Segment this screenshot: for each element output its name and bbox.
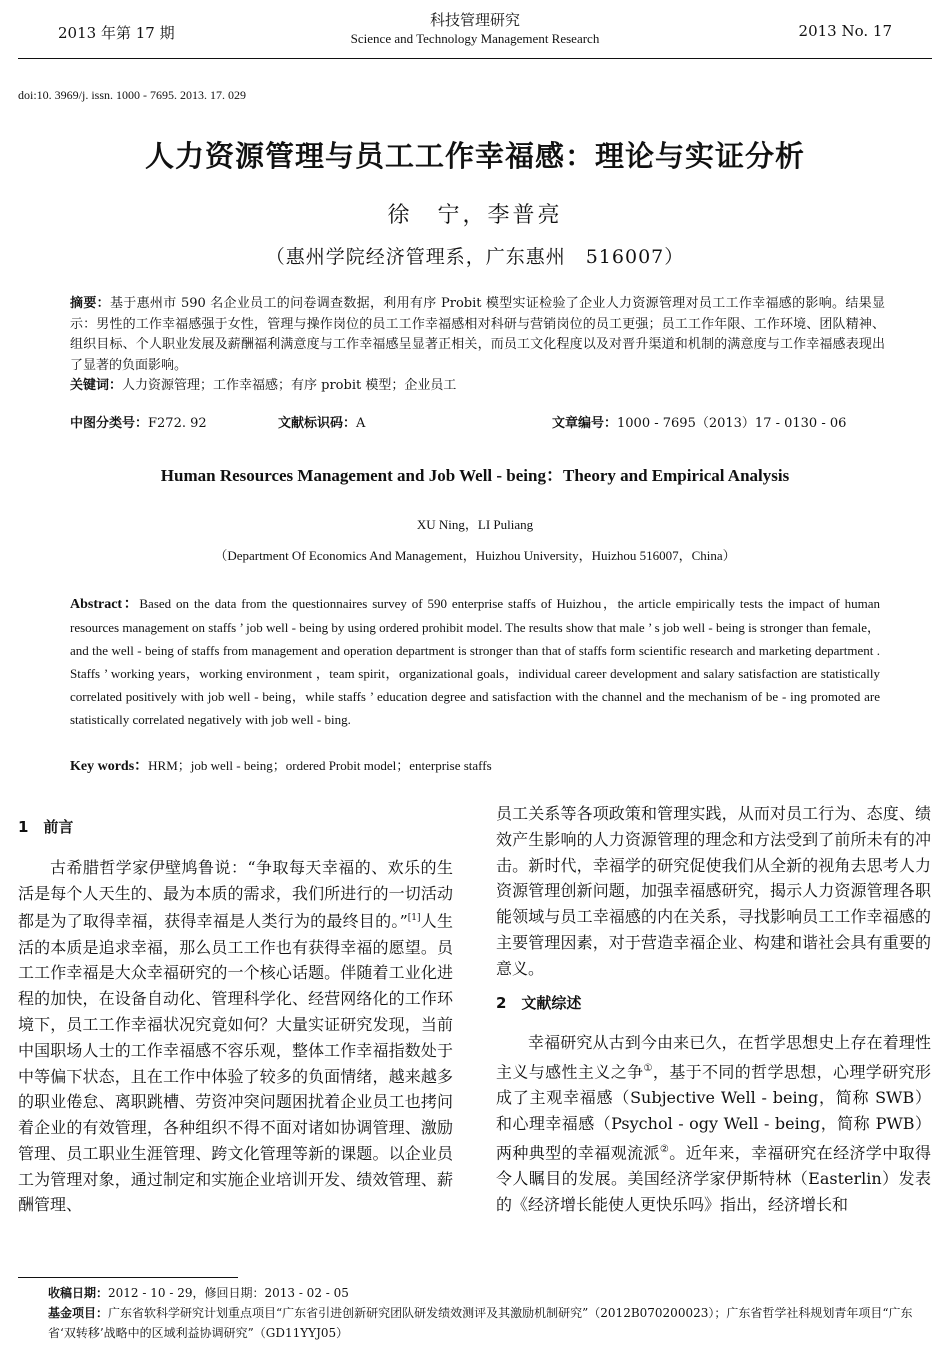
affiliation: （惠州学院经济管理系，广东惠州 516007） <box>265 246 685 268</box>
fund-project <box>48 1303 933 1343</box>
sec1-text-a: 古希腊哲学家伊壁鸠鲁说：“争取每天幸福的、欢乐的生活是每个人天生的、最为本质的需求，我们所进行的一切活动都是为了取得幸福，获得幸福是人类行为的最终目的。” <box>18 857 453 931</box>
sec2-text-c: 。近年来，幸福研究在经济学中取得令人瞩目的发展。美国经济学家伊斯特林（Easterlin）发表的《经济增长能使人更快乐吗》指出，经济增长和 <box>496 1143 931 1214</box>
body-column-right <box>496 801 931 1218</box>
english-authors: XU Ning，LI Puliang <box>416 517 534 532</box>
fund-value: 广东省软科学研究计划重点项目“广东省引进创新研究团队研发绩效测评及其激励机制研究”（2012B070200023）；广东省哲学社科规划青年项目“广东省‘双转移’战略中的区域利益协调研究”（GD11YYJ05） <box>48 1306 913 1340</box>
abstract-en-label: Abstract： <box>70 597 140 612</box>
art-value: 1000 - 7695（2013）17 - 0130 - 06 <box>617 416 847 431</box>
keywords-cn-label: 关键词： <box>70 378 123 393</box>
keywords-cn-text: 人力资源管理；工作幸福感；有序 probit 模型；企业员工 <box>122 378 457 393</box>
fund-label: 基金项目： <box>48 1306 109 1320</box>
english-title: Human Resources Management and Job Well - being：Theory and Empirical Analysis <box>160 466 790 485</box>
footnote-mark-2: ② <box>659 1143 670 1155</box>
keywords-en-label: Key words： <box>70 759 149 774</box>
doc-value: A <box>356 416 366 431</box>
clc-label: 中图分类号： <box>70 416 149 431</box>
doi: doi:10. 3969/j. issn. 1000 - 7695. 2013. 17. 029 <box>18 88 247 102</box>
journal-issue-en: 2013 No. 17 <box>798 22 892 40</box>
header-rule <box>18 58 932 59</box>
abstract-en <box>70 592 880 731</box>
reference-1: [1] <box>407 913 421 924</box>
keywords-en <box>70 755 492 775</box>
footnote-mark-1: ① <box>643 1063 653 1075</box>
body-column-left <box>18 815 453 1218</box>
received-label: 收稿日期： <box>48 1286 109 1300</box>
abstract-cn-label: 摘要： <box>70 296 110 311</box>
clc-number <box>70 412 207 431</box>
article-number <box>552 412 846 431</box>
sec2-text-a: 幸福研究从古到今由来已久，在哲学思想史上存在着理性主义与感性主义之争 <box>496 1033 931 1082</box>
keywords-en-text: HRM；job well - being；ordered Probit model；enterprise staffs <box>148 758 492 773</box>
clc-value: F272. 92 <box>148 416 207 431</box>
english-affiliation: （Department Of Economics And Management，Huizhou University，Huizhou 516007，China） <box>214 548 736 563</box>
section-2-heading: 2 文献综述 <box>496 993 582 1012</box>
journal-name-cn: 科技管理研究 <box>429 11 520 29</box>
abstract-en-text: Based on the data from the questionnaires survey of 590 enterprise staffs of Huizhou，the article empirically tests the impact of human resources management on staffs ’ job well - being by using ordered prohibit model. The results show that male ’ s job well - being is stronger than female，and the well - being of staffs from management and operation department is stronger than that of staffs form scientific research and marketing department . Staffs ’ working years，working environment ，team spirit，organizational goals，individual career development and salary satisfaction are statistically correlated positively with job well - being，while staffs ’ education degree and satisfaction with the channel and the mechanism of be - ing promoted are statistically correlated negatively with job well - bing. <box>70 596 880 727</box>
section-2-paragraph <box>496 1030 931 1217</box>
received-value: 2012 - 10 - 29，修回日期：2013 - 02 - 05 <box>108 1286 349 1300</box>
footnote-rule <box>18 1277 238 1278</box>
journal-name-en: Science and Technology Management Research <box>350 31 600 46</box>
doc-label: 文献标识码： <box>278 416 357 431</box>
journal-issue-cn: 2013 年第 17 期 <box>58 24 175 42</box>
authors: 徐 宁，李普亮 <box>387 203 563 228</box>
doc-code <box>278 412 365 431</box>
section-1-paragraph <box>18 855 453 1218</box>
abstract-cn-text: 基于惠州市 590 名企业员工的问卷调查数据，利用有序 Probit 模型实证检验了企业人力资源管理对员工工作幸福感的影响。结果显示：男性的工作幸福感强于女性，管理与操作岗位的员工工作幸福感相对科研与营销岗位的员工更强；员工工作年限、工作环境、团队精神、组织目标、个人职业发展及薪酬福利满意度与工作幸福感呈显著正相关，而员工文化程度以及对晋升渠道和机制的满意度与工作幸福感表现出了显著的负面影响。 <box>70 296 885 373</box>
sec2-text-b: ，基于不同的哲学思想，心理学研究形成了主观幸福感（Subjective Well - being，简称 SWB）和心理幸福感（Psychol - ogy Well - being，简称 PWB）两种典型的幸福观流派 <box>496 1062 931 1163</box>
section-1-continued: 员工关系等各项政策和管理实践，从而对员工行为、态度、绩效产生影响的人力资源管理的理念和方法受到了前所未有的冲击。新时代，幸福学的研究促使我们从全新的视角去思考人力资源管理创新问题，加强幸福感研究，揭示人力资源管理各职能领域与员工幸福感的内在关系，寻找影响员工工作幸福感的主要管理因素，对于营造幸福企业、构建和谐社会具有重要的意义。 <box>496 804 931 978</box>
sec1-text-b: 人生活的本质是追求幸福，那么员工工作也有获得幸福的愿望。员工工作幸福是大众幸福研究的一个核心话题。伴随着工业化进程的加快，在设备自动化、管理科学化、经营网络化的工作环境下，员工工作幸福状况究竟如何？大量实证研究发现，当前中国职场人士的工作幸福感不容乐观，整体工作幸福指数处于中等偏下状态，且在工作中体验了较多的负面情绪，越来越多的职业倦怠、离职跳槽、劳资冲突问题困扰着企业员工也拷问着企业的有效管理，各种组织不得不面对诸如协调管理、激励管理、员工职业生涯管理、跨文化管理等新的课题。以企业员工为管理对象，通过制定和实施企业培训开发、绩效管理、薪酬管理、 <box>18 911 453 1215</box>
section-1-heading: 1 前言 <box>18 818 74 836</box>
paper-title: 人力资源管理与员工工作幸福感：理论与实证分析 <box>144 139 805 173</box>
abstract-cn <box>70 294 885 397</box>
art-label: 文章编号： <box>552 416 618 431</box>
received-date <box>48 1283 933 1303</box>
